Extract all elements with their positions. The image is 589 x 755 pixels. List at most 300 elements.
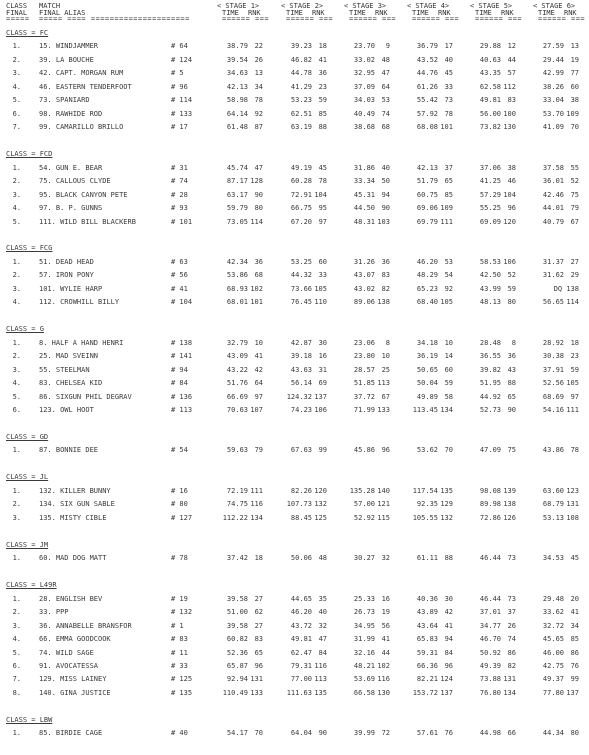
shooter-number: # 33 <box>171 661 188 670</box>
stage-3-time: 45.86 <box>353 446 375 455</box>
result-row <box>3 111 586 118</box>
stage-2-rank: 135 <box>314 688 327 697</box>
stage-5-time: 39.82 <box>479 365 501 374</box>
stage-6-time: 63.60 <box>542 486 564 495</box>
shooter-alias: 95. BLACK CANYON PETE <box>39 190 128 199</box>
stage-2-rank: 78 <box>318 177 327 186</box>
stage-6-rank: 13 <box>570 42 579 51</box>
stage-4-time: 43.52 <box>416 55 438 64</box>
final-position: 1. <box>12 257 21 266</box>
stage-6-time: 54.16 <box>542 406 564 415</box>
stage-5-rank: 112 <box>503 82 516 91</box>
stage-1-rank: 131 <box>250 675 263 684</box>
stage-6-rank: 114 <box>566 298 579 307</box>
stage-3-time: 51.85 <box>353 379 375 388</box>
header-time-2: TIME <box>286 8 303 17</box>
stage-2-time: 46.20 <box>290 608 312 617</box>
stage-4-rank: 84 <box>444 648 453 657</box>
result-row <box>3 650 586 657</box>
shooter-number: # 19 <box>171 594 188 603</box>
final-position: 2. <box>12 177 21 186</box>
stage-2-time: 49.19 <box>290 163 312 172</box>
shooter-number: # 84 <box>171 379 188 388</box>
shooter-alias: 83. CHELSEA KID <box>39 379 103 388</box>
final-position: 1. <box>12 338 21 347</box>
class-heading <box>3 717 586 724</box>
stage-1-time: 37.42 <box>226 554 248 563</box>
stage-4-time: 113.45 <box>412 406 438 415</box>
stage-1-time: 72.19 <box>226 486 248 495</box>
result-row <box>3 596 586 603</box>
class-label: CLASS = FCD <box>6 150 53 159</box>
final-position: 3. <box>12 365 21 374</box>
stage-1-time: 32.79 <box>226 338 248 347</box>
stage-2-time: 76.45 <box>290 298 312 307</box>
stage-1-time: 45.74 <box>226 163 248 172</box>
stage-5-rank: 74 <box>507 635 516 644</box>
stage-2-time: 82.26 <box>290 486 312 495</box>
stage-2-rank: 88 <box>318 123 327 132</box>
stage-6-rank: 76 <box>570 661 579 670</box>
stage-1-rank: 62 <box>254 608 263 617</box>
stage-3-time: 48.31 <box>353 217 375 226</box>
shooter-alias: 74. WILD SAGE <box>39 648 94 657</box>
shooter-alias: 87. BONNIE DEE <box>39 446 99 455</box>
final-position: 6. <box>12 109 21 118</box>
final-position: 4. <box>12 204 21 213</box>
stage-4-time: 44.76 <box>416 69 438 78</box>
shooter-alias: 91. AVOCATESSA <box>39 661 99 670</box>
stage-4-rank: 134 <box>440 406 453 415</box>
stage-1-rank: 116 <box>250 500 263 509</box>
shooter-number: # 104 <box>171 298 193 307</box>
final-position: 1. <box>12 446 21 455</box>
stage-6-rank: 45 <box>570 554 579 563</box>
stage-3-rank: 94 <box>381 190 390 199</box>
class-label: CLASS = FCG <box>6 244 53 253</box>
result-row <box>3 97 586 104</box>
spacer <box>3 703 586 710</box>
stage-5-time: 49.81 <box>479 96 501 105</box>
header-stage-3: < STAGE 3> <box>344 2 387 10</box>
stage-5-rank: 46 <box>507 177 516 186</box>
stage-4-time: 105.55 <box>412 513 438 522</box>
stage-1-rank: 128 <box>250 177 263 186</box>
stage-3-time: 38.68 <box>353 123 375 132</box>
stage-5-time: 40.63 <box>479 55 501 64</box>
stage-4-rank: 70 <box>444 446 453 455</box>
stage-1-rank: 107 <box>250 406 263 415</box>
stage-1-time: 63.17 <box>226 190 248 199</box>
spacer <box>3 468 586 475</box>
final-position: 4. <box>12 298 21 307</box>
stage-2-time: 44.32 <box>290 271 312 280</box>
stage-3-rank: 48 <box>381 55 390 64</box>
stage-2-rank: 99 <box>318 446 327 455</box>
stage-3-time: 43.02 <box>353 284 375 293</box>
stage-3-rank: 10 <box>381 352 390 361</box>
stage-6-rank: 78 <box>570 446 579 455</box>
stage-5-rank: 37 <box>507 608 516 617</box>
stage-6-time: 68.69 <box>542 392 564 401</box>
stage-1-time: 42.13 <box>226 82 248 91</box>
class-label: CLASS = FC <box>6 28 49 37</box>
stage-4-rank: 40 <box>444 55 453 64</box>
spacer <box>3 737 586 744</box>
stage-3-rank: 130 <box>377 688 390 697</box>
stage-4-time: 60.75 <box>416 190 438 199</box>
spacer <box>3 562 586 569</box>
stage-2-rank: 41 <box>318 55 327 64</box>
stage-5-time: 42.50 <box>479 271 501 280</box>
header-stage-5: < STAGE 5> <box>470 2 513 10</box>
stage-1-rank: 70 <box>254 729 263 738</box>
stage-2-time: 74.23 <box>290 406 312 415</box>
class-heading <box>3 30 586 37</box>
result-row <box>3 219 586 226</box>
match-results-sheet <box>3 3 586 753</box>
stage-6-time: 77.80 <box>542 688 564 697</box>
stage-5-rank: 12 <box>507 42 516 51</box>
stage-4-rank: 42 <box>444 608 453 617</box>
spacer <box>3 131 586 138</box>
stage-1-rank: 97 <box>254 392 263 401</box>
stage-6-rank: 108 <box>566 513 579 522</box>
result-row <box>3 663 586 670</box>
stage-1-time: 60.82 <box>226 635 248 644</box>
result-row <box>3 407 586 414</box>
stage-1-time: 74.75 <box>226 500 248 509</box>
shooter-alias: 28. ENGLISH BEV <box>39 594 103 603</box>
stage-2-rank: 116 <box>314 661 327 670</box>
stage-6-rank: 79 <box>570 204 579 213</box>
stage-2-time: 53.25 <box>290 257 312 266</box>
class-heading <box>3 326 586 333</box>
stage-4-time: 92.35 <box>416 500 438 509</box>
stage-2-rank: 59 <box>318 96 327 105</box>
final-position: 4. <box>12 82 21 91</box>
stage-3-time: 40.49 <box>353 109 375 118</box>
stage-3-rank: 90 <box>381 204 390 213</box>
stage-1-rank: 22 <box>254 42 263 51</box>
stage-4-time: 61.26 <box>416 82 438 91</box>
result-row <box>3 70 586 77</box>
result-row <box>3 178 586 185</box>
stage-4-rank: 94 <box>444 635 453 644</box>
rule-stage-6: ====== === <box>538 15 586 24</box>
stage-6-time: 42.75 <box>542 661 564 670</box>
shooter-number: # 41 <box>171 284 188 293</box>
stage-5-rank: 43 <box>507 365 516 374</box>
shooter-number: # 54 <box>171 446 188 455</box>
stage-1-rank: 87 <box>254 123 263 132</box>
stage-3-time: 71.99 <box>353 406 375 415</box>
stage-2-rank: 69 <box>318 379 327 388</box>
shooter-number: # 94 <box>171 365 188 374</box>
result-row <box>3 57 586 64</box>
stage-6-rank: 80 <box>570 729 579 738</box>
stage-2-time: 62.51 <box>290 109 312 118</box>
stage-4-time: 53.62 <box>416 446 438 455</box>
stage-6-time: 53.13 <box>542 513 564 522</box>
stage-2-time: 50.06 <box>290 554 312 563</box>
stage-6-rank: 34 <box>570 621 579 630</box>
stage-4-time: 68.08 <box>416 123 438 132</box>
stage-3-rank: 74 <box>381 109 390 118</box>
stage-4-rank: 10 <box>444 338 453 347</box>
result-row <box>3 636 586 643</box>
stage-4-time: 36.79 <box>416 42 438 51</box>
stage-5-time: 89.98 <box>479 500 501 509</box>
stage-6-time: 44.34 <box>542 729 564 738</box>
header-stage-1: < STAGE 1> <box>217 2 260 10</box>
stage-2-time: 53.23 <box>290 96 312 105</box>
stage-4-rank: 45 <box>444 69 453 78</box>
stage-3-rank: 47 <box>381 69 390 78</box>
stage-2-time: 46.82 <box>290 55 312 64</box>
class-heading <box>3 542 586 549</box>
stage-2-time: 44.65 <box>290 594 312 603</box>
stage-5-time: 50.92 <box>479 648 501 657</box>
stage-2-time: 39.23 <box>290 42 312 51</box>
class-heading <box>3 582 586 589</box>
stage-3-time: 135.28 <box>349 486 375 495</box>
stage-4-time: 61.11 <box>416 554 438 563</box>
stage-6-rank: 77 <box>570 69 579 78</box>
stage-2-rank: 45 <box>318 163 327 172</box>
stage-1-time: 58.98 <box>226 96 248 105</box>
stage-1-rank: 133 <box>250 688 263 697</box>
stage-4-time: 49.89 <box>416 392 438 401</box>
stage-2-rank: 47 <box>318 635 327 644</box>
stage-6-time: 46.00 <box>542 648 564 657</box>
shooter-number: # 114 <box>171 96 193 105</box>
shooter-alias: 85. BIRDIE CAGE <box>39 729 103 738</box>
stage-6-rank: 86 <box>570 648 579 657</box>
stage-3-time: 31.86 <box>353 163 375 172</box>
stage-1-rank: 13 <box>254 69 263 78</box>
stage-5-time: 73.82 <box>479 123 501 132</box>
shooter-alias: 123. OWL HOOT <box>39 406 94 415</box>
stage-5-time: 98.08 <box>479 486 501 495</box>
stage-3-time: 57.00 <box>353 500 375 509</box>
final-position: 7. <box>12 123 21 132</box>
stage-5-rank: 90 <box>507 406 516 415</box>
stage-4-time: 50.04 <box>416 379 438 388</box>
final-position: 3. <box>12 284 21 293</box>
stage-5-rank: 73 <box>507 594 516 603</box>
stage-5-rank: 86 <box>507 648 516 657</box>
result-row <box>3 43 586 50</box>
stage-1-time: 65.87 <box>226 661 248 670</box>
stage-2-time: 73.66 <box>290 284 312 293</box>
result-row <box>3 676 586 683</box>
final-position: 8. <box>12 688 21 697</box>
final-position: 1. <box>12 42 21 51</box>
result-row <box>3 730 586 737</box>
final-position: 3. <box>12 69 21 78</box>
result-row <box>3 205 586 212</box>
stage-2-rank: 85 <box>318 109 327 118</box>
stage-3-time: 52.92 <box>353 513 375 522</box>
rule-stage-3: ====== === <box>349 15 397 24</box>
class-heading <box>3 474 586 481</box>
stage-5-time: 72.86 <box>479 513 501 522</box>
shooter-number: # 136 <box>171 392 193 401</box>
stage-6-time: 29.44 <box>542 55 564 64</box>
stage-4-rank: 59 <box>444 379 453 388</box>
stage-6-time: 36.01 <box>542 177 564 186</box>
shooter-number: # 113 <box>171 406 193 415</box>
stage-6-time: 56.65 <box>542 298 564 307</box>
stage-1-rank: 41 <box>254 352 263 361</box>
stage-1-time: 53.86 <box>226 271 248 280</box>
stage-5-time: 47.09 <box>479 446 501 455</box>
stage-3-time: 34.95 <box>353 621 375 630</box>
shooter-alias: 86. SIXGUN PHIL DEGRAV <box>39 392 132 401</box>
stage-5-time: 43.99 <box>479 284 501 293</box>
stage-3-time: 43.07 <box>353 271 375 280</box>
stage-4-time: 51.79 <box>416 177 438 186</box>
shooter-number: # 124 <box>171 55 193 64</box>
stage-5-rank: 59 <box>507 284 516 293</box>
stage-3-rank: 102 <box>377 661 390 670</box>
stage-4-time: 65.83 <box>416 635 438 644</box>
rule-stage-5: ====== === <box>475 15 523 24</box>
result-row <box>3 340 586 347</box>
stage-6-rank: 111 <box>566 406 579 415</box>
stage-3-rank: 96 <box>381 446 390 455</box>
stage-3-time: 30.27 <box>353 554 375 563</box>
stage-1-time: 70.63 <box>226 406 248 415</box>
stage-6-time: 43.86 <box>542 446 564 455</box>
shooter-number: # 127 <box>171 513 193 522</box>
stage-2-time: 60.28 <box>290 177 312 186</box>
spacer <box>3 313 586 320</box>
stage-4-time: 57.92 <box>416 109 438 118</box>
stage-4-rank: 76 <box>444 729 453 738</box>
result-row <box>3 501 586 508</box>
stage-3-rank: 103 <box>377 217 390 226</box>
stage-6-time: 37.58 <box>542 163 564 172</box>
stage-1-time: 61.48 <box>226 123 248 132</box>
stage-2-rank: 60 <box>318 257 327 266</box>
class-heading <box>3 434 586 441</box>
final-position: 4. <box>12 635 21 644</box>
shooter-alias: 51. DEAD HEAD <box>39 257 94 266</box>
stage-6-time: 41.09 <box>542 123 564 132</box>
result-row <box>3 84 586 91</box>
shooter-alias: 36. ANNABELLE BRANSFOR <box>39 621 132 630</box>
stage-4-time: 65.23 <box>416 284 438 293</box>
spacer <box>3 138 586 145</box>
class-label: CLASS = G <box>6 325 44 334</box>
stage-3-time: 31.26 <box>353 257 375 266</box>
stage-5-time: 44.92 <box>479 392 501 401</box>
stage-4-rank: 73 <box>444 96 453 105</box>
stage-6-rank: 23 <box>570 352 579 361</box>
shooter-number: # 93 <box>171 204 188 213</box>
stage-6-rank: 27 <box>570 257 579 266</box>
stage-1-time: 51.76 <box>226 379 248 388</box>
stage-1-time: 43.09 <box>226 352 248 361</box>
stage-3-rank: 56 <box>381 621 390 630</box>
result-row <box>3 555 586 562</box>
class-heading <box>3 151 586 158</box>
stage-2-rank: 125 <box>314 513 327 522</box>
stage-3-rank: 140 <box>377 486 390 495</box>
final-position: 1. <box>12 163 21 172</box>
stage-2-rank: 110 <box>314 298 327 307</box>
stage-5-rank: 83 <box>507 96 516 105</box>
shooter-number: # 78 <box>171 554 188 563</box>
spacer <box>3 427 586 434</box>
stage-6-rank: 97 <box>570 392 579 401</box>
result-row <box>3 609 586 616</box>
stage-2-rank: 90 <box>318 729 327 738</box>
stage-2-rank: 104 <box>314 190 327 199</box>
rule-alias: ===== ==== ===================== <box>39 15 190 24</box>
stage-1-time: 73.05 <box>226 217 248 226</box>
stage-1-rank: 42 <box>254 365 263 374</box>
spacer <box>3 225 586 232</box>
shooter-number: # 1 <box>171 621 184 630</box>
stage-1-time: 43.22 <box>226 365 248 374</box>
stage-5-rank: 38 <box>507 163 516 172</box>
spacer <box>3 421 586 428</box>
stage-1-time: 68.93 <box>226 284 248 293</box>
stage-5-time: 62.58 <box>479 82 501 91</box>
stage-5-rank: 120 <box>503 217 516 226</box>
shooter-alias: 8. HALF A HAND HENRI <box>39 338 124 347</box>
header-rnk-1: RNK <box>248 8 261 17</box>
shooter-alias: 134. SIX GUN SABLE <box>39 500 115 509</box>
stage-1-rank: 18 <box>254 554 263 563</box>
stage-2-time: 42.87 <box>290 338 312 347</box>
stage-3-rank: 83 <box>381 271 390 280</box>
stage-6-rank: 75 <box>570 190 579 199</box>
stage-1-rank: 134 <box>250 513 263 522</box>
stage-2-rank: 84 <box>318 648 327 657</box>
rule-final: ===== <box>6 15 30 24</box>
stage-2-rank: 32 <box>318 621 327 630</box>
shooter-number: # 141 <box>171 352 193 361</box>
stage-5-time: 46.70 <box>479 635 501 644</box>
header-time-5: TIME <box>475 8 492 17</box>
stage-6-time: 27.59 <box>542 42 564 51</box>
stage-5-rank: 82 <box>507 661 516 670</box>
stage-5-rank: 138 <box>503 500 516 509</box>
stage-2-time: 107.73 <box>286 500 312 509</box>
stage-3-rank: 36 <box>381 257 390 266</box>
stage-5-time: 57.29 <box>479 190 501 199</box>
stage-5-rank: 52 <box>507 271 516 280</box>
stage-3-time: 66.58 <box>353 688 375 697</box>
shooter-number: # 11 <box>171 648 188 657</box>
stage-2-rank: 33 <box>318 271 327 280</box>
stage-1-rank: 34 <box>254 82 263 91</box>
stage-2-rank: 16 <box>318 352 327 361</box>
stage-5-time: 37.06 <box>479 163 501 172</box>
stage-6-rank: 109 <box>566 109 579 118</box>
stage-5-time: 41.25 <box>479 177 501 186</box>
spacer <box>3 232 586 239</box>
rule-stage-4: ====== === <box>412 15 460 24</box>
result-row <box>3 192 586 199</box>
stage-3-rank: 82 <box>381 284 390 293</box>
stage-5-time: 46.44 <box>479 554 501 563</box>
stage-5-time: 55.25 <box>479 204 501 213</box>
